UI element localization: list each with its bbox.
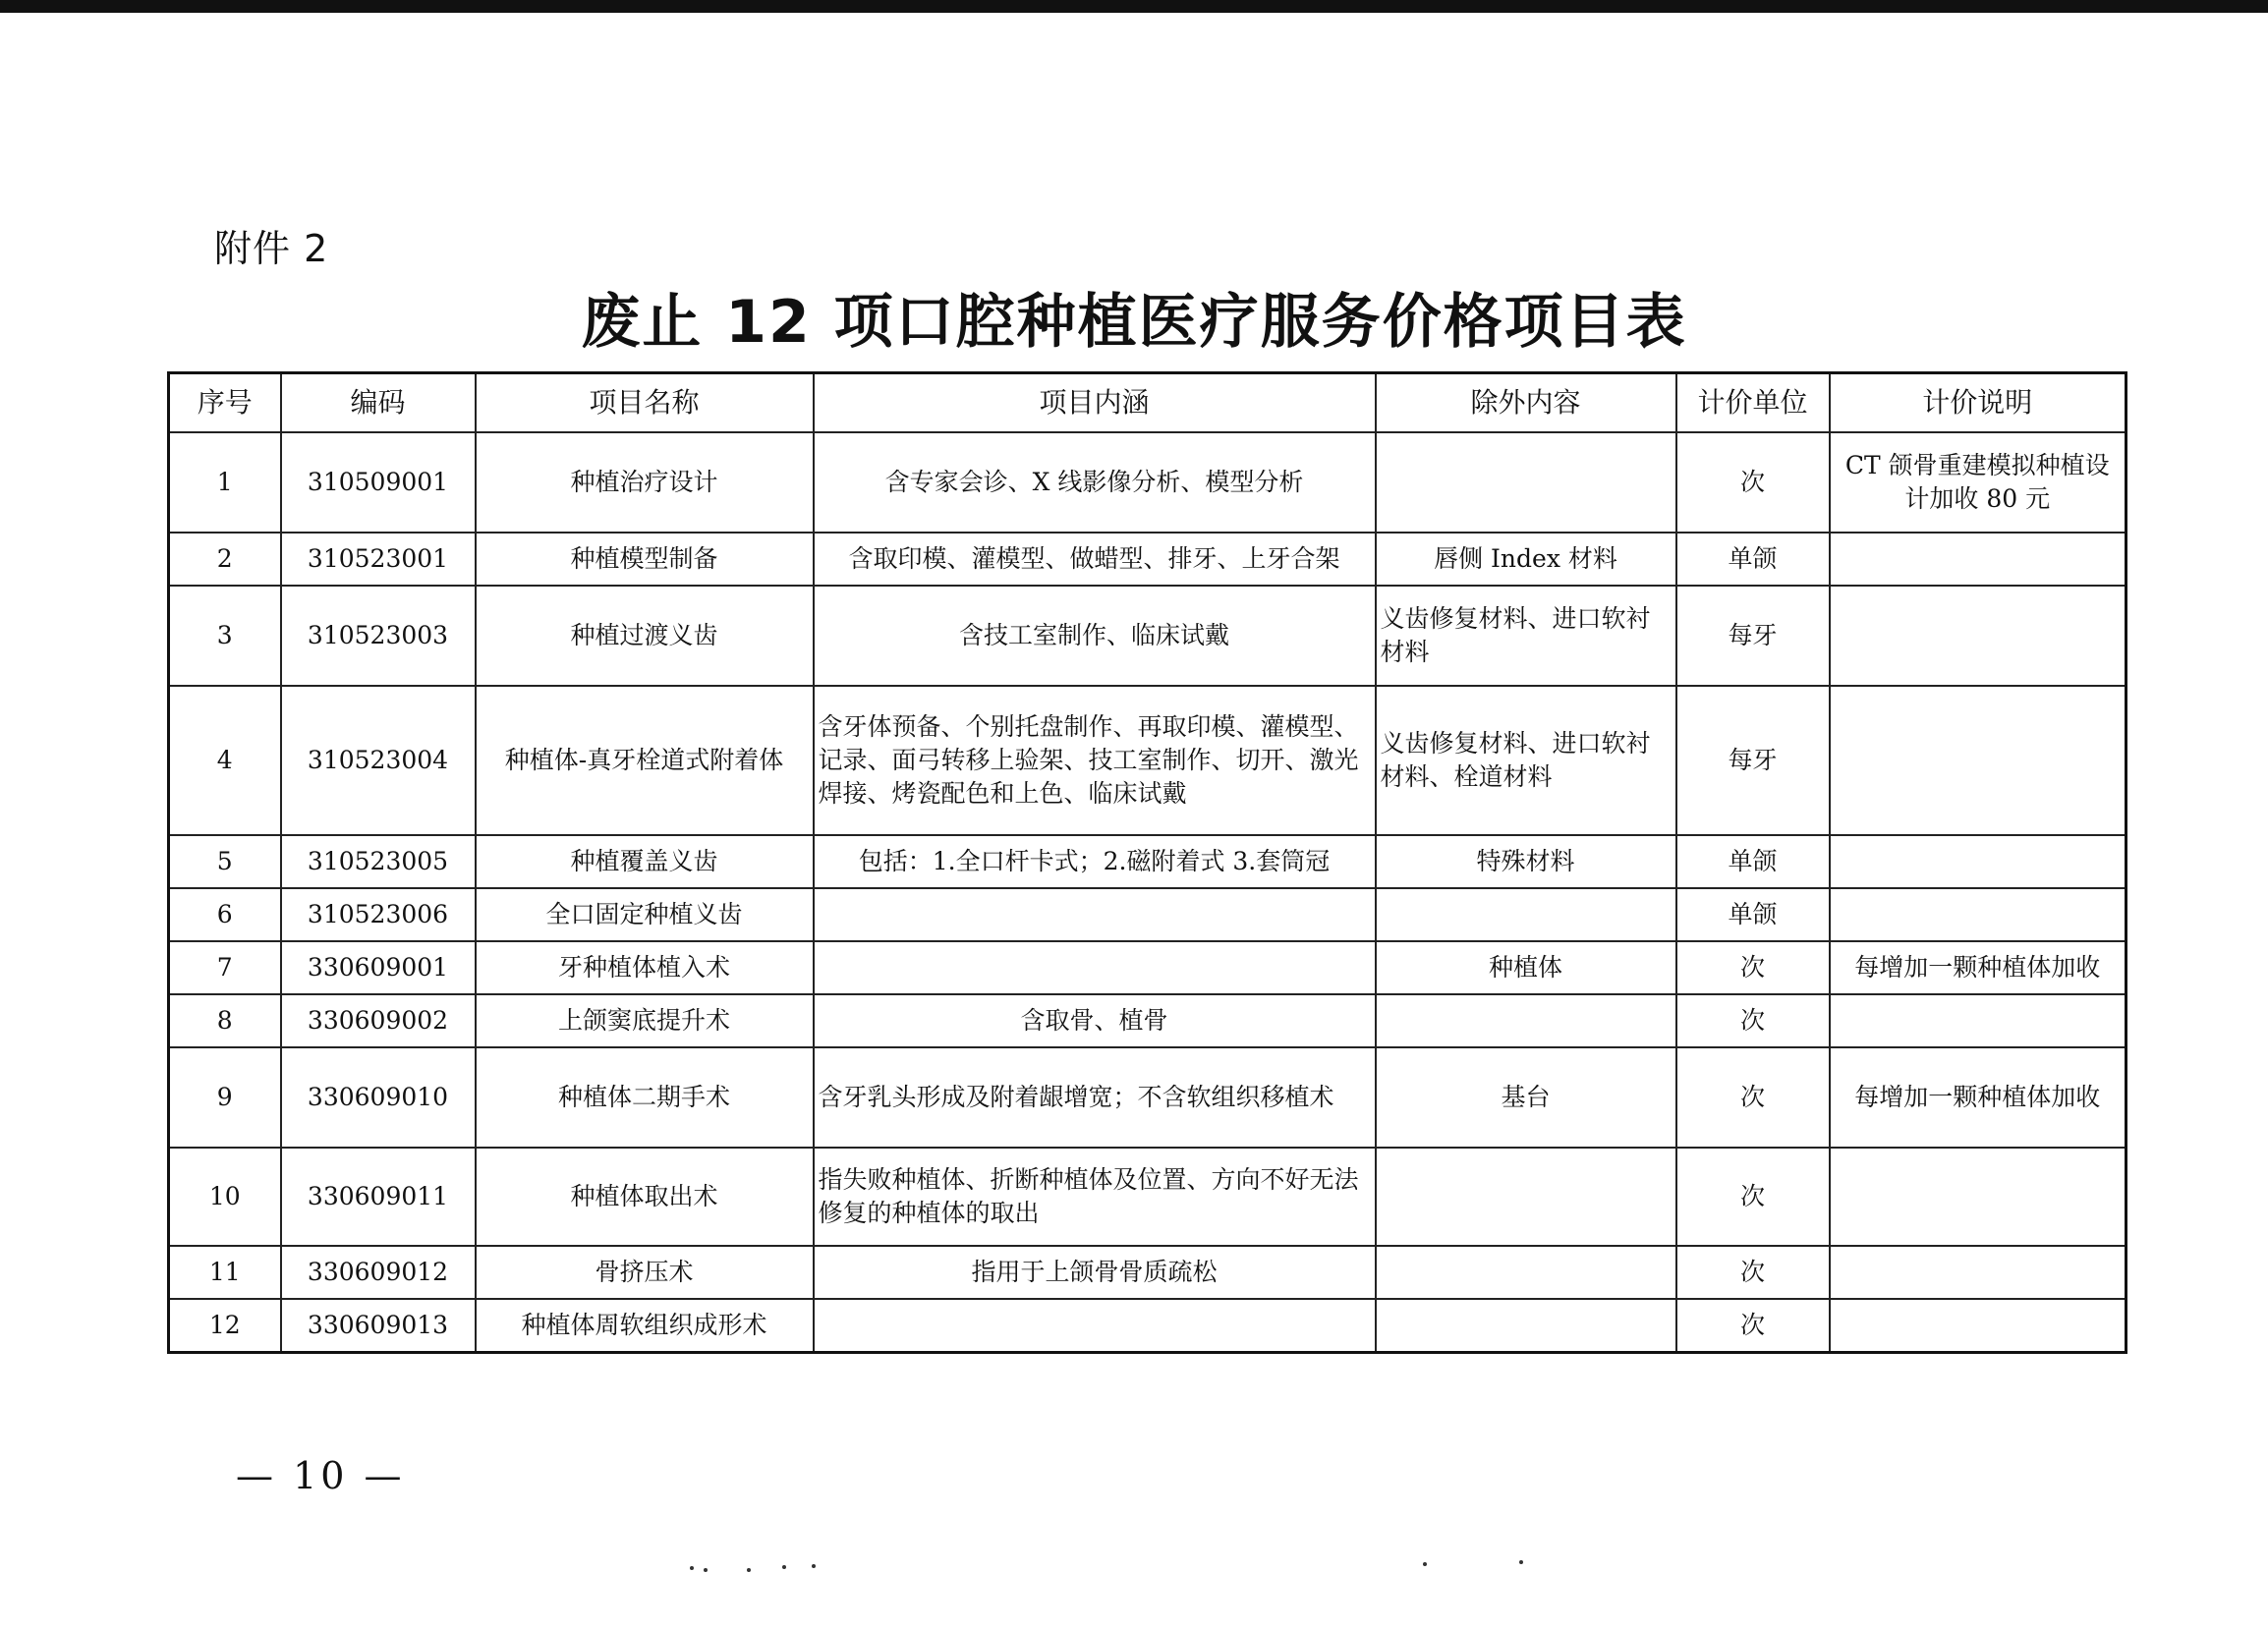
cell-item-name: 种植治疗设计 (476, 432, 814, 533)
cell-item-name: 种植覆盖义齿 (476, 835, 814, 888)
table-row (169, 888, 2126, 941)
cell-seq: 2 (169, 533, 281, 586)
page-number: — 10 — (236, 1454, 406, 1497)
cell-content: 指用于上颌骨骨质疏松 (814, 1246, 1376, 1299)
cell-exclusions (1376, 888, 1676, 941)
table-row (169, 835, 2126, 888)
cell-notes (1830, 586, 2126, 686)
cell-code: 330609002 (281, 994, 476, 1047)
header-content: 项目内涵 (814, 373, 1376, 433)
header-notes: 计价说明 (1830, 373, 2126, 433)
table-row (169, 994, 2126, 1047)
cell-content: 含技工室制作、临床试戴 (814, 586, 1376, 686)
scan-top-edge (0, 0, 2268, 13)
table-row (169, 1246, 2126, 1299)
cell-code: 330609001 (281, 941, 476, 994)
cell-content (814, 941, 1376, 994)
cell-seq: 6 (169, 888, 281, 941)
cell-exclusions: 义齿修复材料、进口软衬材料、栓道材料 (1376, 686, 1676, 835)
cell-seq: 8 (169, 994, 281, 1047)
cell-seq: 3 (169, 586, 281, 686)
cell-seq: 10 (169, 1148, 281, 1246)
cell-content: 含取印模、灌模型、做蜡型、排牙、上牙合架 (814, 533, 1376, 586)
cell-content: 包括：1.全口杆卡式；2.磁附着式 3.套筒冠 (814, 835, 1376, 888)
cell-unit: 次 (1676, 432, 1830, 533)
cell-notes (1830, 888, 2126, 941)
cell-content: 含牙乳头形成及附着龈增宽；不含软组织移植术 (814, 1047, 1376, 1148)
cell-content: 含取骨、植骨 (814, 994, 1376, 1047)
cell-item-name: 种植体二期手术 (476, 1047, 814, 1148)
cell-code: 330609010 (281, 1047, 476, 1148)
cell-code: 310523005 (281, 835, 476, 888)
cell-exclusions: 特殊材料 (1376, 835, 1676, 888)
scan-speck (812, 1564, 816, 1568)
cell-seq: 9 (169, 1047, 281, 1148)
cell-item-name: 种植体周软组织成形术 (476, 1299, 814, 1352)
cell-code: 310523006 (281, 888, 476, 941)
cell-item-name: 骨挤压术 (476, 1246, 814, 1299)
table-row (169, 1299, 2126, 1352)
cell-content: 含专家会诊、X 线影像分析、模型分析 (814, 432, 1376, 533)
cell-unit: 单颌 (1676, 533, 1830, 586)
cell-content (814, 888, 1376, 941)
cell-unit: 每牙 (1676, 686, 1830, 835)
cell-unit: 次 (1676, 941, 1830, 994)
cell-content (814, 1299, 1376, 1352)
cell-seq: 7 (169, 941, 281, 994)
cell-item-name: 上颌窦底提升术 (476, 994, 814, 1047)
cell-seq: 1 (169, 432, 281, 533)
scan-speck (1423, 1562, 1427, 1566)
table-row (169, 1047, 2126, 1148)
scan-speck (782, 1565, 786, 1569)
cell-exclusions: 基台 (1376, 1047, 1676, 1148)
header-item-name: 项目名称 (476, 373, 814, 433)
cell-exclusions: 种植体 (1376, 941, 1676, 994)
cell-unit: 次 (1676, 1299, 1830, 1352)
cell-item-name: 全口固定种植义齿 (476, 888, 814, 941)
cell-item-name: 种植过渡义齿 (476, 586, 814, 686)
cell-notes (1830, 994, 2126, 1047)
price-items-table (167, 371, 2127, 1354)
cell-seq: 4 (169, 686, 281, 835)
cell-item-name: 牙种植体植入术 (476, 941, 814, 994)
scan-speck (747, 1568, 751, 1572)
cell-notes (1830, 835, 2126, 888)
header-unit: 计价单位 (1676, 373, 1830, 433)
cell-code: 310523001 (281, 533, 476, 586)
cell-notes (1830, 1299, 2126, 1352)
cell-code: 310509001 (281, 432, 476, 533)
cell-notes (1830, 1148, 2126, 1246)
document-title: 废止 12 项口腔种植医疗服务价格项目表 (581, 288, 1687, 357)
cell-content: 指失败种植体、折断种植体及位置、方向不好无法修复的种植体的取出 (814, 1148, 1376, 1246)
table-row (169, 941, 2126, 994)
cell-seq: 12 (169, 1299, 281, 1352)
attachment-label: 附件 2 (214, 227, 329, 270)
header-exclusions: 除外内容 (1376, 373, 1676, 433)
table-header-row (169, 373, 2126, 433)
cell-code: 330609012 (281, 1246, 476, 1299)
cell-code: 330609011 (281, 1148, 476, 1246)
header-seq: 序号 (169, 373, 281, 433)
cell-item-name: 种植体-真牙栓道式附着体 (476, 686, 814, 835)
cell-notes (1830, 1246, 2126, 1299)
scan-speck (690, 1566, 694, 1570)
cell-exclusions (1376, 1246, 1676, 1299)
cell-unit: 每牙 (1676, 586, 1830, 686)
cell-unit: 次 (1676, 994, 1830, 1047)
table-row (169, 586, 2126, 686)
cell-unit: 单颌 (1676, 888, 1830, 941)
cell-exclusions: 唇侧 Index 材料 (1376, 533, 1676, 586)
cell-notes (1830, 533, 2126, 586)
cell-code: 310523003 (281, 586, 476, 686)
cell-exclusions (1376, 432, 1676, 533)
cell-unit: 次 (1676, 1047, 1830, 1148)
table-row (169, 432, 2126, 533)
header-code: 编码 (281, 373, 476, 433)
cell-exclusions (1376, 1148, 1676, 1246)
cell-notes: 每增加一颗种植体加收 (1830, 1047, 2126, 1148)
cell-item-name: 种植体取出术 (476, 1148, 814, 1246)
cell-unit: 次 (1676, 1246, 1830, 1299)
cell-code: 310523004 (281, 686, 476, 835)
cell-exclusions: 义齿修复材料、进口软衬材料 (1376, 586, 1676, 686)
cell-notes (1830, 686, 2126, 835)
cell-code: 330609013 (281, 1299, 476, 1352)
table-row (169, 533, 2126, 586)
cell-unit: 单颌 (1676, 835, 1830, 888)
cell-notes: CT 颌骨重建模拟种植设计加收 80 元 (1830, 432, 2126, 533)
table-row (169, 686, 2126, 835)
cell-notes: 每增加一颗种植体加收 (1830, 941, 2126, 994)
scan-speck (1519, 1560, 1523, 1564)
cell-seq: 11 (169, 1246, 281, 1299)
cell-seq: 5 (169, 835, 281, 888)
cell-unit: 次 (1676, 1148, 1830, 1246)
scan-speck (704, 1568, 708, 1572)
cell-exclusions (1376, 994, 1676, 1047)
cell-item-name: 种植模型制备 (476, 533, 814, 586)
cell-exclusions (1376, 1299, 1676, 1352)
table-row (169, 1148, 2126, 1246)
cell-content: 含牙体预备、个别托盘制作、再取印模、灌模型、记录、面弓转移上验架、技工室制作、切开、激光焊接、烤瓷配色和上色、临床试戴 (814, 686, 1376, 835)
